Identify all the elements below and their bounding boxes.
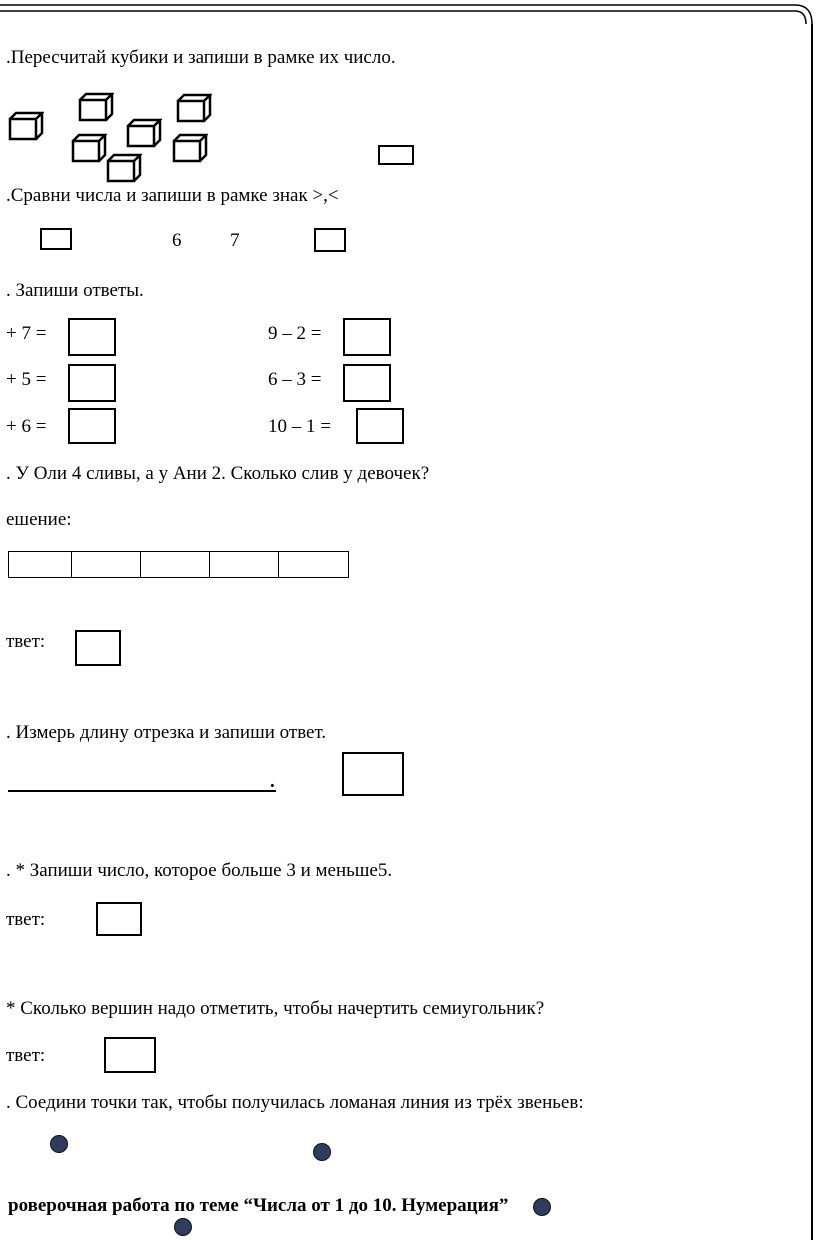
measure-segment xyxy=(8,790,276,792)
cube-icon xyxy=(78,92,114,122)
task4-answer-box[interactable] xyxy=(75,630,121,666)
task3-expr-right-1: 9 – 2 = xyxy=(268,323,322,344)
grid-cell[interactable] xyxy=(209,551,278,578)
task5-title: . Измерь длину отрезка и запиши ответ. xyxy=(6,722,327,743)
task5-answer-box[interactable] xyxy=(342,752,404,796)
task4-title: . У Оли 4 сливы, а у Ани 2. Сколько слив у девочек? xyxy=(6,463,430,484)
task8-title: . Соедини точки так, чтобы получилась ломаная линия из трёх звеньев: xyxy=(6,1092,584,1113)
task2-number-a: 6 xyxy=(172,230,182,251)
task3-answer-box-left-3[interactable] xyxy=(68,408,116,444)
task1-title: .Пересчитай кубики и запиши в рамке их число. xyxy=(6,47,396,68)
task2-answer-box-1[interactable] xyxy=(40,228,72,250)
task4-answer-label: твет: xyxy=(6,631,46,652)
task2-answer-box-2[interactable] xyxy=(314,228,346,252)
task1-answer-box[interactable] xyxy=(378,145,414,165)
task2-title: .Сравни числа и запиши в рамке знак >,< xyxy=(6,185,339,206)
point-dot[interactable] xyxy=(533,1198,551,1216)
task3-answer-box-left-1[interactable] xyxy=(68,318,116,356)
task7-title: * Сколько вершин надо отметить, чтобы начертить семиугольник? xyxy=(6,998,545,1019)
page-frame-right xyxy=(811,24,813,1240)
grid-cell[interactable] xyxy=(278,551,349,578)
grid-cell[interactable] xyxy=(140,551,209,578)
task6-title: . * Запиши число, которое больше 3 и меньше5. xyxy=(6,860,393,881)
cube-icon xyxy=(8,111,44,141)
task3-expr-left-1: + 7 = xyxy=(6,323,47,344)
point-dot[interactable] xyxy=(313,1143,331,1161)
page-frame-top xyxy=(0,0,816,24)
segment-end-point: . xyxy=(270,771,275,792)
cube-icon xyxy=(126,118,162,148)
cube-icon xyxy=(176,93,212,123)
task6-answer-label: твет: xyxy=(6,909,46,930)
footer-title: роверочная работа по теме “Числа от 1 до 10. Нумерация” xyxy=(8,1195,509,1216)
cube-icon xyxy=(71,133,107,163)
task3-expr-left-3: + 6 = xyxy=(6,416,47,437)
cube-icon xyxy=(106,153,142,183)
task3-answer-box-right-1[interactable] xyxy=(343,318,391,356)
cube-icon xyxy=(172,133,208,163)
task3-expr-right-3: 10 – 1 = xyxy=(268,416,331,437)
grid-cell[interactable] xyxy=(71,551,140,578)
task7-answer-label: твет: xyxy=(6,1045,46,1066)
task6-answer-box[interactable] xyxy=(96,902,142,936)
grid-cell[interactable] xyxy=(8,551,71,578)
task3-answer-box-left-2[interactable] xyxy=(68,364,116,402)
point-dot[interactable] xyxy=(174,1218,192,1236)
task4-solution-label: ешение: xyxy=(6,509,72,530)
task4-solution-grid xyxy=(8,551,349,578)
task3-expr-left-2: + 5 = xyxy=(6,369,47,390)
task7-answer-box[interactable] xyxy=(104,1037,156,1073)
point-dot[interactable] xyxy=(50,1135,68,1153)
task3-answer-box-right-2[interactable] xyxy=(343,364,391,402)
task3-title: . Запиши ответы. xyxy=(6,280,144,301)
task2-number-b: 7 xyxy=(230,230,240,251)
task3-expr-right-2: 6 – 3 = xyxy=(268,369,322,390)
task3-answer-box-right-3[interactable] xyxy=(356,408,404,444)
